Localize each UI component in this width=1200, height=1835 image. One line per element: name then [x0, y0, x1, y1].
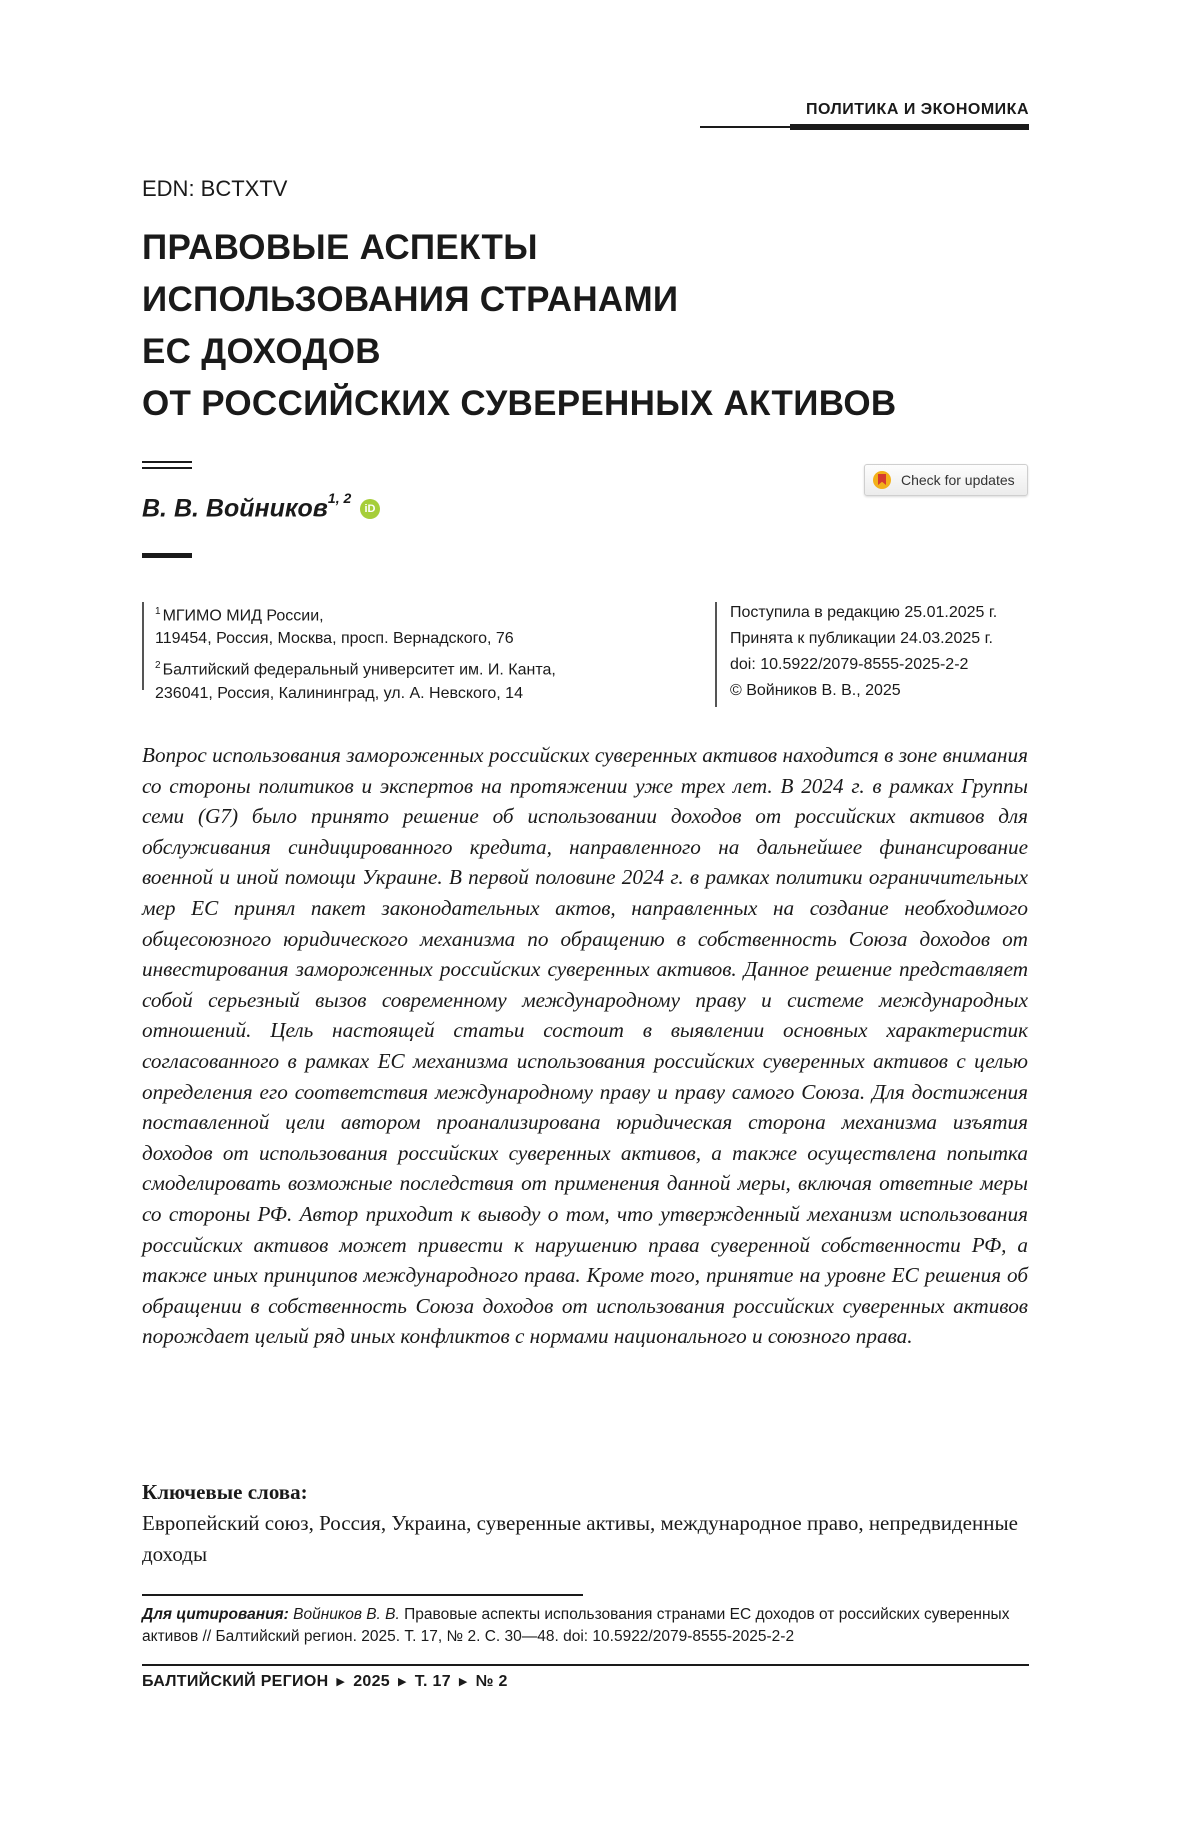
- affiliation-line: 119454, Россия, Москва, просп. Вернадского, 76: [155, 627, 655, 650]
- edn-code: EDN: BCTXTV: [142, 176, 287, 202]
- affiliation: [155, 654, 655, 704]
- section-rule-thick: [790, 124, 1029, 130]
- article-title: [142, 222, 1022, 430]
- divider: [142, 467, 192, 469]
- triangle-icon: ▶: [336, 1675, 345, 1688]
- citation: [142, 1604, 1027, 1648]
- keywords-text: Европейский союз, Россия, Украина, суверенные активы, международное право, непредвиденные доходы: [142, 1508, 1022, 1570]
- orcid-icon[interactable]: iD: [360, 499, 380, 519]
- journal-issue: № 2: [476, 1673, 508, 1690]
- journal-year: 2025: [353, 1673, 390, 1690]
- journal-name: БАЛТИЙСКИЙ РЕГИОН: [142, 1673, 328, 1690]
- section-label: ПОЛИТИКА И ЭКОНОМИКА: [700, 101, 1029, 119]
- triangle-icon: ▶: [459, 1675, 468, 1688]
- affiliation-line: Балтийский федеральный университет им. И. Канта,: [163, 662, 556, 679]
- author-name-text: В. В. Войников: [142, 494, 328, 522]
- affiliation-line: МГИМО МИД России,: [163, 607, 324, 624]
- affiliation: [155, 600, 655, 650]
- dates-bar: [715, 602, 717, 707]
- affiliation-number: 1: [155, 606, 161, 617]
- doi[interactable]: doi: 10.5922/2079-8555-2025-2-2: [730, 652, 1030, 678]
- accepted-date: Принята к публикации 24.03.2025 г.: [730, 626, 1030, 652]
- abstract: Вопрос использования замороженных российских суверенных активов находится в зоне внимания со стороны политиков и экспертов на протяжении уже трех лет. В 2024 г. в рамках Группы семи (G7) было принято решение об использовании доходов от российских активов для обслуживания синдицированного кредита, направленного на дальнейшее финансирование военной и иной помощи Украине. В первой половине 2024 г. в рамках политики ограничительных мер ЕС принял пакет законодательных актов, направленных на создание необходимого общесоюзного юридического механизма по обращению в собственность Союза доходов от инвестирования замороженных российских суверенных активов. Данное решение представляет собой серьезный вызов современному международному праву и системе международных отношений. Цель настоящей статьи состоит в выявлении основных характеристик согласованного в рамках ЕС механизма использования российских суверенных активов с целью определения его соответствия международному праву и праву самого Союза. Для достижения поставленной цели автором проанализирована юридическая сторона механизма изъятия доходов от использования российских суверенных активов, а также осуществлена попытка смоделировать возможные последствия от применения данной меры, включая ответные меры со стороны РФ. Автор приходит к выводу о том, что утвержденный механизм использования российских активов может привести к нарушению права суверенной собственности РФ, а также иных принципов международного права. Кроме того, принятие на уровне ЕС решения об обращении в собственность Союза доходов от использования российских суверенных активов порождает целый ряд иных конфликтов с нормами национального и союзного права.: [142, 740, 1028, 1352]
- affiliation-bar: [142, 602, 144, 690]
- divider: [142, 553, 192, 558]
- affiliation-line: 236041, Россия, Калининград, ул. А. Невского, 14: [155, 682, 655, 705]
- journal-volume: Т. 17: [415, 1673, 451, 1690]
- triangle-icon: ▶: [398, 1675, 407, 1688]
- divider: [142, 461, 192, 463]
- title-line: ИСПОЛЬЗОВАНИЯ СТРАНАМИ: [142, 274, 1022, 326]
- citation-text: Правовые аспекты использования странами ЕС доходов от российских суверенных активов // Балтийский регион. 2025. Т. 17, № 2. С. 30—48. doi: 10.5922/2079-8555-2025-2-2: [142, 1606, 1009, 1645]
- title-line: ПРАВОВЫЕ АСПЕКТЫ: [142, 222, 1022, 274]
- title-line: ОТ РОССИЙСКИХ СУВЕРЕННЫХ АКТИВОВ: [142, 378, 1022, 430]
- copyright: © Войников В. В., 2025: [730, 678, 1030, 704]
- affiliations: [155, 600, 655, 709]
- keywords-heading: Ключевые слова:: [142, 1480, 308, 1505]
- author-name: [142, 494, 351, 523]
- affiliation-number: 2: [155, 660, 161, 671]
- footer-rule: [142, 1664, 1029, 1666]
- citation-author: Войников В. В.: [293, 1606, 400, 1623]
- title-line: ЕС ДОХОДОВ: [142, 326, 1022, 378]
- author-affiliation-marks: 1, 2: [328, 490, 351, 506]
- check-for-updates-button[interactable]: [864, 464, 1028, 496]
- received-date: Поступила в редакцию 25.01.2025 г.: [730, 600, 1030, 626]
- section-rule: [700, 126, 790, 128]
- crossmark-icon: [873, 471, 891, 489]
- citation-label: Для цитирования:: [142, 1606, 289, 1623]
- check-for-updates-label: Check for updates: [901, 465, 1015, 495]
- journal-footer: [142, 1673, 508, 1691]
- citation-rule: [142, 1594, 583, 1596]
- publication-dates: [730, 600, 1030, 704]
